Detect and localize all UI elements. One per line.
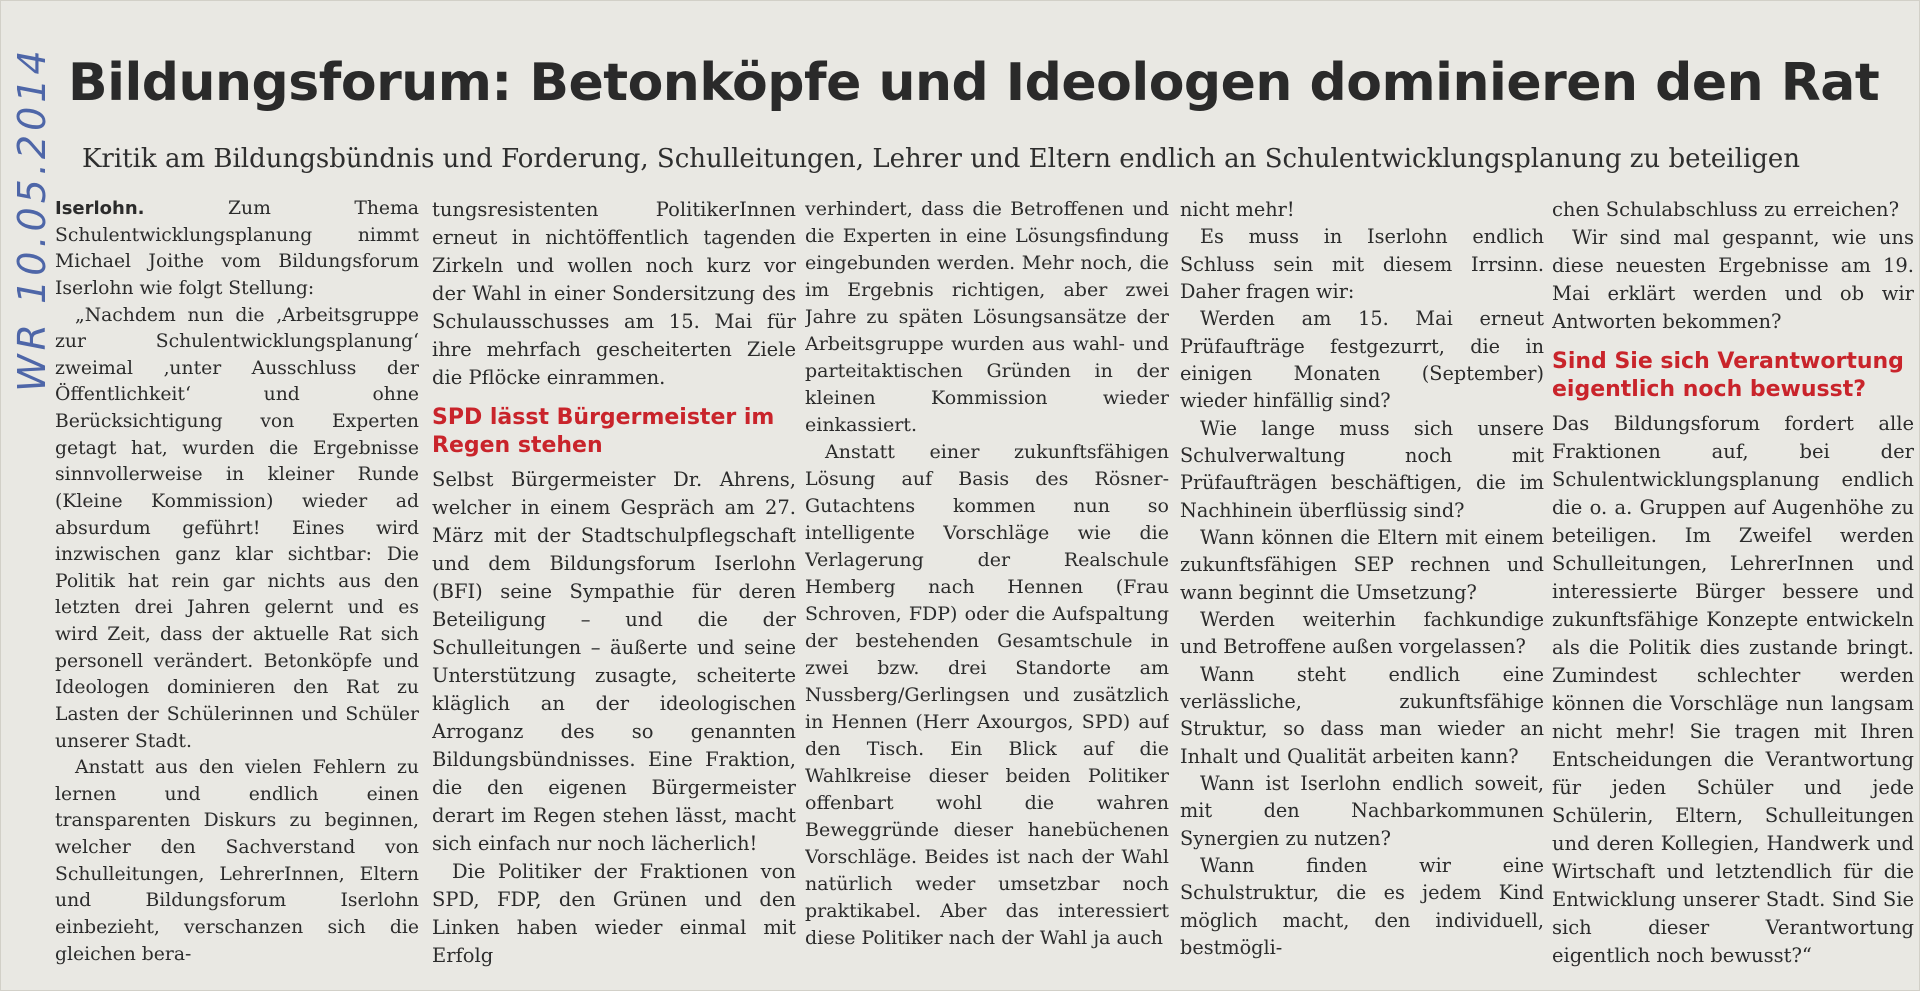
handwritten-date-stamp: WR 10.05.2014: [10, 46, 54, 392]
article-headline: Bildungsforum: Betonköpfe und Ideologen dominieren den Rat: [68, 53, 1880, 113]
dateline-place: Iserlohn.: [55, 198, 145, 219]
article-paragraph: Selbst Bürgermeister Dr. Ahrens, welcher in einem Gespräch am 27. März mit der Stadtschulpflegschaft und dem Bildungsforum Iserlohn (BFI) seine Sympathie für deren Beteiligung – und die der Schulleitungen – äußerte und seine Unterstützung zusagte, scheiterte kläglich an der ideologischen Arroganz des so genannten Bildungsbündnisses. Eine Fraktion, die den eigenen Bürgermeister derart im Regen stehen lässt, macht sich einfach nur noch lächerlich!: [432, 468, 796, 855]
article-paragraph: [55, 196, 419, 303]
section-heading: SPD lässt Bürgermeister im Regen stehen: [432, 405, 775, 458]
article-column-2: [432, 196, 796, 976]
article-paragraph: Werden am 15. Mai erneut Prüfaufträge festgezurrt, die in einigen Monaten (September) wieder hinfällig sind?: [1180, 307, 1544, 413]
article-paragraph: nicht mehr!: [1180, 198, 1295, 221]
article-paragraph: Werden weiterhin fachkundige und Betroffene außen vorgelassen?: [1180, 607, 1544, 659]
article-paragraph: Wie lange muss sich unsere Schulverwaltung noch mit Prüfaufträgen beschäftigen, die im Nachhinein überflüssig sind?: [1180, 416, 1544, 522]
article-paragraph: verhindert, dass die Betroffenen und die Experten in eine Lösungsfindung eingebunden werden. Mehr noch, die im Ergebnis richtigen, aber zwei Jahre zu späten Lösungsansätze der Arbeitsgruppe wurden aus wahl- und parteitaktischen Gründen in der kleinen Kommission wieder einkassiert.: [805, 198, 1169, 436]
article-paragraph: Wann ist Iserlohn endlich soweit, mit den Nachbarkommunen Synergien zu nutzen?: [1180, 771, 1544, 850]
section-heading: Sind Sie sich Verantwortung eigentlich noch bewusst?: [1552, 349, 1904, 402]
article-paragraph: „Nachdem nun die ‚Arbeitsgruppe zur Schulentwicklungsplanung‘ zweimal ‚unter Ausschluss der Öffentlichkeit‘ und ohne Berücksichtigung von Experten getagt hat, wurden die Ergebnisse sinnvollerweise in kleiner Runde (Kleine Kommission) wieder ad absurdum geführt! Eines wird inzwischen ganz klar sichtbar: Die Politik hat rein gar nichts aus den letzten drei Jahren gelernt und es wird Zeit, dass der aktuelle Rat sich personell verändert. Betonköpfe und Ideologen dominieren den Rat zu Lasten der Schülerinnen und Schüler unserer Stadt.: [55, 304, 419, 752]
article-paragraph: Wann können die Eltern mit einem zukunftsfähigen SEP rechnen und wann beginnt die Umsetzung?: [1180, 525, 1544, 604]
article-paragraph: Es muss in Iserlohn endlich Schluss sein mit diesem Irrsinn. Daher fragen wir:: [1180, 225, 1544, 303]
article-paragraph: Wir sind mal gespannt, wie uns diese neuesten Ergebnisse am 19. Mai erklärt werden und ob wir Antworten bekommen?: [1552, 226, 1914, 333]
article-paragraph: Wann steht endlich eine verlässliche, zukunftsfähige Struktur, so dass man wieder an Inhalt und Qualität arbeiten kann?: [1180, 662, 1544, 768]
article-paragraph: Anstatt aus den vielen Fehlern zu lernen und endlich einen transparenten Diskurs zu beginnen, welcher den Sachverstand von Schulleitungen, LehrerInnen, Eltern und Bildungsforum Iserlohn einbezieht, verschanzen sich die gleichen bera-: [55, 757, 419, 965]
article-paragraph: Wann finden wir eine Schulstruktur, die es jedem Kind möglich macht, den individuell, bestmögli-: [1180, 853, 1544, 959]
article-column-5: [1552, 196, 1914, 976]
article-paragraph: tungsresistenten PolitikerInnen erneut in nichtöffentlich tagenden Zirkeln und wollen noch kurz vor der Wahl in einer Sondersitzung des Schulausschusses am 15. Mai für ihre mehrfach gescheiterten Ziele die Pflöcke einrammen.: [432, 198, 796, 389]
article-column-3: [805, 196, 1169, 976]
article-paragraph: Das Bildungsforum fordert alle Fraktionen auf, bei der Schulentwicklungsplanung endlich die o. a. Gruppen auf Augenhöhe zu beteiligen. Im Zweifel werden Schulleitungen, LehrerInnen und interessierte Bürger bessere und zukunftsfähige Konzepte entwickeln als die Politik dies zustande bringt. Zumindest schlechter werden können die Vorschläge nun langsam nicht mehr! Sie tragen mit Ihren Entscheidungen die Verantwortung für jeden Schüler und jede Schülerin, Eltern, Schulleitungen und deren Kollegien, Handwerk und Wirtschaft und letztendlich für die Entwicklung unserer Stadt. Sind Sie sich dieser Verantwortung eigentlich noch bewusst?“: [1552, 412, 1914, 967]
paragraph-text: Zum Thema Schulentwicklungsplanung nimmt Michael Joithe vom Bildungsforum Iserlohn wie folgt Stellung:: [55, 198, 419, 299]
article-column-1: [55, 196, 419, 976]
article-column-4: [1180, 196, 1544, 976]
article-paragraph: Die Politiker der Fraktionen von SPD, FDP, den Grünen und den Linken haben wieder einmal mit Erfolg: [432, 860, 796, 967]
article-paragraph: chen Schulabschluss zu erreichen?: [1552, 198, 1900, 221]
article-paragraph: Anstatt einer zukunftsfähigen Lösung auf Basis des Rösner-Gutachtens kommen nun so intelligente Vorschläge wie die Verlagerung der Realschule Hemberg nach Hennen (Frau Schroven, FDP) oder die Aufspaltung der bestehenden Gesamtschule in zwei bzw. drei Standorte am Nussberg/Gerlingsen und zusätzlich in Hennen (Herr Axourgos, SPD) auf den Tisch. Ein Blick auf die Wahlkreise dieser beiden Politiker offenbart wohl die wahren Beweggründe dieser hanebüchenen Vorschläge. Beides ist nach der Wahl natürlich weder umsetzbar noch praktikabel. Aber das interessiert diese Politiker nach der Wahl ja auch: [805, 440, 1169, 949]
article-subheadline: Kritik am Bildungsbündnis und Forderung, Schulleitungen, Lehrer und Eltern endlich an Schulentwicklungsplanung zu beteiligen: [82, 144, 1801, 174]
